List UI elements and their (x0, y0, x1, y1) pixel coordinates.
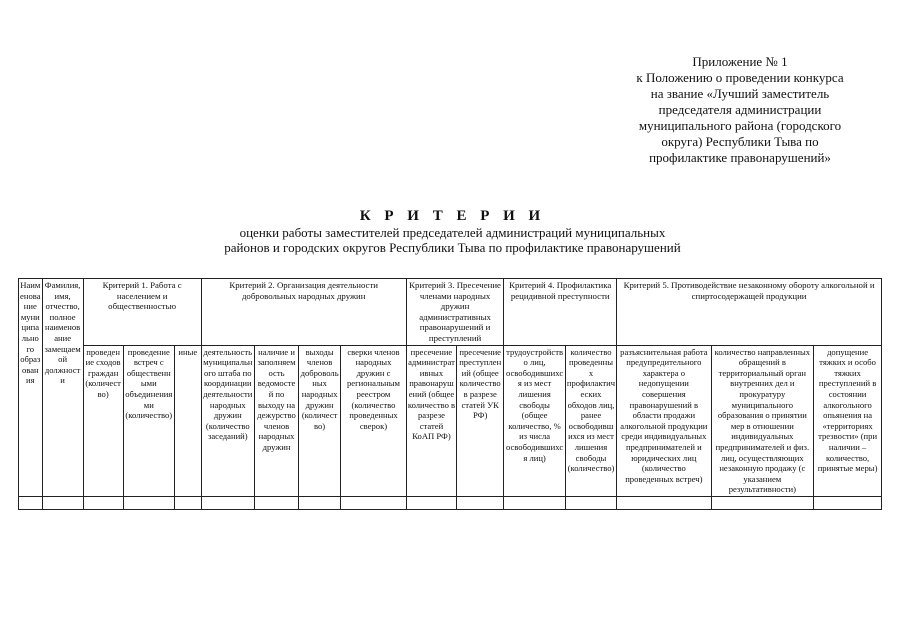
appendix-line: округа) Республики Тыва по (661, 134, 819, 149)
empty-cell (42, 496, 83, 509)
appendix-line: профилактике правонарушений» (649, 150, 831, 165)
subcolumn-header: сверки членов народных дружин с региональным реестром (количество проведенных сверок) (341, 345, 407, 496)
subcolumn-header: количество проведенных профилактических обходов лиц, ранее освободившихся из мест лишения свободы (количество) (565, 345, 616, 496)
subcolumn-header: количество направленных обращений в территориальный орган внутренних дел и прокуратуру муниципального образования о принятии мер в отношении индивидуальных предпринимателей и физ. лиц, осуществляющих незаконную продажу (с указанием результативности) (711, 345, 814, 496)
appendix-note (590, 54, 890, 166)
header-official-name: Фамилия, имя, отчество, полное наименование замещаемой должности (42, 279, 83, 497)
empty-cell (254, 496, 298, 509)
subcolumn-header: выходы членов добровольных народных дружин (количество) (299, 345, 341, 496)
empty-cell (406, 496, 456, 509)
empty-cell (341, 496, 407, 509)
subcolumn-header: проведение встреч с общественными объединениями (количество) (123, 345, 174, 496)
header-municipality: Наименование муниципального образования (19, 279, 43, 497)
empty-cell (565, 496, 616, 509)
empty-cell (201, 496, 254, 509)
subcolumn-header: деятельность муниципального штаба по координации деятельности народных дружин (количество заседаний) (201, 345, 254, 496)
criterion-3-header: Критерий 3. Пресечение членами народных дружин административных правонарушений и преступлений (406, 279, 503, 346)
group-header-row (19, 279, 882, 346)
empty-cell (814, 496, 882, 509)
appendix-line: Приложение № 1 (692, 54, 788, 69)
empty-data-row (19, 496, 882, 509)
subcolumn-header: иные (174, 345, 201, 496)
empty-cell (19, 496, 43, 509)
subcolumn-header: пресечение административных правонарушений (общее количество в разрезе статей КоАП РФ) (406, 345, 456, 496)
document-title: К Р И Т Е Р И И (359, 208, 546, 224)
subtitle-line-1: оценки работы заместителей председателей администраций муниципальных (239, 225, 666, 240)
subcolumn-header: трудоустройство лиц, освободившихся из мест лишения свободы (общее количество, % из числа освободившихся лиц) (504, 345, 566, 496)
subtitle-line-2: районов и городских округов Республики Тыва по профилактике правонарушений (224, 240, 681, 255)
criterion-4-header: Критерий 4. Профилактика рецидивной преступности (504, 279, 617, 346)
subcolumn-header-row (19, 345, 882, 496)
subcolumn-header: наличие и заполняемость ведомостей по выходу на дежурство членов народных дружин (254, 345, 298, 496)
empty-cell (299, 496, 341, 509)
subcolumn-header: пресечение преступлений (общее количество в разрезе статей УК РФ) (457, 345, 504, 496)
criterion-5-header: Критерий 5. Противодействие незаконному обороту алкогольной и спиртосодержащей продукции (617, 279, 882, 346)
empty-cell (617, 496, 711, 509)
criterion-1-header: Критерий 1. Работа с населением и общественностью (83, 279, 201, 346)
empty-cell (174, 496, 201, 509)
empty-cell (711, 496, 814, 509)
appendix-line: к Положению о проведении конкурса (636, 70, 844, 85)
subcolumn-header: допущение тяжких и особо тяжких преступлений в состоянии алкогольного опьянения на «территориях трезвости» (при наличии – количество, принятые меры) (814, 345, 882, 496)
appendix-line: муниципального района (городского (638, 118, 842, 133)
empty-cell (504, 496, 566, 509)
criterion-2-header: Критерий 2. Организация деятельности добровольных народных дружин (201, 279, 406, 346)
document-subtitle (0, 225, 905, 255)
criteria-table (18, 278, 882, 510)
subcolumn-header: разъяснительная работа предупредительного характера о недопущении совершения правонарушений в области продажи алкогольной продукции среди индивидуальных предпринимателей и юридических лиц (количество проведенных встреч) (617, 345, 711, 496)
empty-cell (123, 496, 174, 509)
empty-cell (457, 496, 504, 509)
subcolumn-header: проведение сходов граждан (количество) (83, 345, 123, 496)
appendix-line: председателя администрации (658, 102, 822, 117)
appendix-line: на звание «Лучший заместитель (650, 86, 830, 101)
empty-cell (83, 496, 123, 509)
